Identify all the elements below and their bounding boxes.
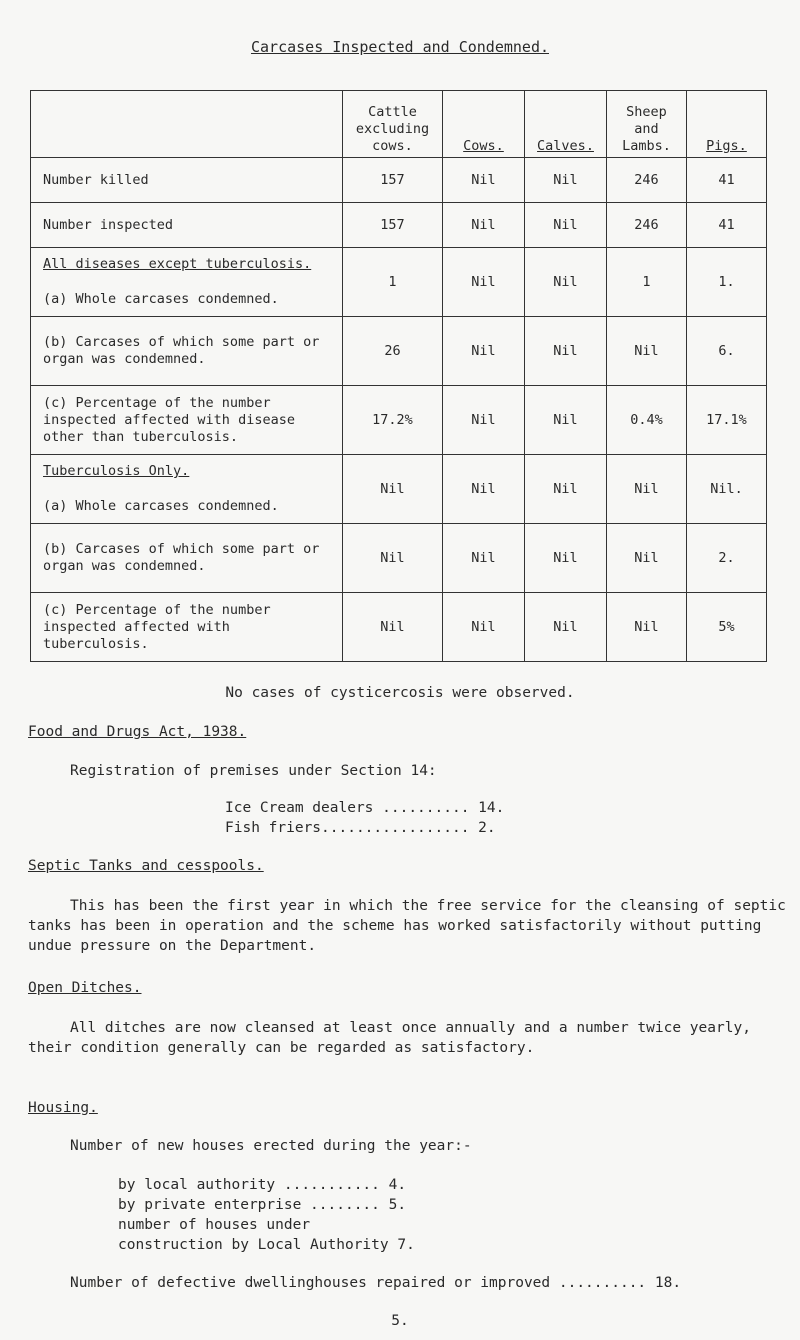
table-header-row bbox=[31, 91, 767, 158]
cell: Nil bbox=[343, 455, 443, 524]
carcases-table bbox=[30, 90, 767, 662]
cysticercosis-note: No cases of cysticercosis were observed. bbox=[225, 685, 575, 701]
row-label: Number killed bbox=[31, 158, 343, 203]
table-row bbox=[31, 248, 767, 317]
cell: Nil bbox=[443, 455, 525, 524]
septic-paragraph: This has been the first year in which the free service for the cleansing of septic tanks has been in operation and the scheme has worked satisfactorily without putting undue pressure on the Department. bbox=[28, 898, 786, 954]
cell: Nil bbox=[525, 524, 607, 593]
header-cows: Cows. bbox=[443, 91, 525, 158]
cell: 17.1% bbox=[687, 386, 767, 455]
cell: Nil bbox=[525, 248, 607, 317]
table-row bbox=[31, 203, 767, 248]
cell: Nil bbox=[443, 158, 525, 203]
header-calves: Calves. bbox=[525, 91, 607, 158]
cell: Nil bbox=[607, 524, 687, 593]
table-row bbox=[31, 386, 767, 455]
table-row bbox=[31, 455, 767, 524]
table-row bbox=[31, 158, 767, 203]
cell: 1 bbox=[607, 248, 687, 317]
page-number: 5. bbox=[391, 1313, 409, 1329]
under-construction-line-1: number of houses under bbox=[118, 1217, 311, 1233]
section-heading: Tuberculosis Only. bbox=[43, 463, 190, 479]
cell: 157 bbox=[343, 203, 443, 248]
cell: 17.2% bbox=[343, 386, 443, 455]
cell: Nil bbox=[607, 455, 687, 524]
header-cattle: Cattle excluding cows. bbox=[343, 91, 443, 158]
cell: 26 bbox=[343, 317, 443, 386]
fish-friers-line: Fish friers................. 2. bbox=[225, 820, 496, 836]
ditches-heading: Open Ditches. bbox=[28, 980, 142, 996]
cell: 5% bbox=[687, 593, 767, 662]
header-pigs: Pigs. bbox=[687, 91, 767, 158]
row-label: (b) Carcases of which some part or organ was condemned. bbox=[31, 524, 343, 593]
cell: 6. bbox=[687, 317, 767, 386]
cell: Nil bbox=[525, 158, 607, 203]
row-label: (c) Percentage of the number inspected affected with tuberculosis. bbox=[31, 593, 343, 662]
cell: Nil bbox=[525, 317, 607, 386]
cell: 1 bbox=[343, 248, 443, 317]
by-local-line: by local authority ........... 4. bbox=[118, 1177, 407, 1193]
ice-cream-line: Ice Cream dealers .......... 14. bbox=[225, 800, 505, 816]
row-label: (c) Percentage of the number inspected affected with disease other than tuberculosis. bbox=[31, 386, 343, 455]
cell: 0.4% bbox=[607, 386, 687, 455]
cell: 246 bbox=[607, 203, 687, 248]
cell: 2. bbox=[687, 524, 767, 593]
table-row bbox=[31, 524, 767, 593]
housing-heading: Housing. bbox=[28, 1100, 98, 1116]
cell: 246 bbox=[607, 158, 687, 203]
cell: Nil bbox=[343, 524, 443, 593]
cell: Nil bbox=[525, 455, 607, 524]
cell: Nil bbox=[607, 317, 687, 386]
cell: 1. bbox=[687, 248, 767, 317]
cell: Nil bbox=[443, 248, 525, 317]
cell: Nil bbox=[525, 593, 607, 662]
cell: Nil bbox=[525, 203, 607, 248]
under-construction-line-2: construction by Local Authority 7. bbox=[118, 1237, 415, 1253]
section-heading: All diseases except tuberculosis. bbox=[43, 256, 312, 272]
header-sheep: Sheep and Lambs. bbox=[607, 91, 687, 158]
cell: Nil bbox=[343, 593, 443, 662]
food-drugs-heading: Food and Drugs Act, 1938. bbox=[28, 724, 247, 740]
cell: Nil. bbox=[687, 455, 767, 524]
cell: Nil bbox=[607, 593, 687, 662]
cell: 41 bbox=[687, 203, 767, 248]
septic-heading: Septic Tanks and cesspools. bbox=[28, 858, 264, 874]
registration-text: Registration of premises under Section 14: bbox=[70, 763, 437, 779]
row-label: (b) Carcases of which some part or organ was condemned. bbox=[31, 317, 343, 386]
houses-intro: Number of new houses erected during the year:- bbox=[70, 1138, 472, 1154]
header-blank bbox=[31, 91, 343, 158]
table-row bbox=[31, 317, 767, 386]
row-label: Tuberculosis Only. (a) Whole carcases condemned. bbox=[31, 455, 343, 524]
cell: Nil bbox=[443, 524, 525, 593]
page-title: Carcases Inspected and Condemned. bbox=[250, 38, 549, 56]
cell: Nil bbox=[443, 203, 525, 248]
ditches-paragraph: All ditches are now cleansed at least once annually and a number twice yearly, their condition generally can be regarded as satisfactory. bbox=[28, 1020, 751, 1056]
cell: 41 bbox=[687, 158, 767, 203]
cell: Nil bbox=[443, 386, 525, 455]
cell: Nil bbox=[443, 317, 525, 386]
row-label: Number inspected bbox=[31, 203, 343, 248]
table-row bbox=[31, 593, 767, 662]
cell: 157 bbox=[343, 158, 443, 203]
defective-dwellings-line: Number of defective dwellinghouses repaired or improved .......... 18. bbox=[70, 1275, 682, 1291]
by-private-line: by private enterprise ........ 5. bbox=[118, 1197, 407, 1213]
cell: Nil bbox=[443, 593, 525, 662]
row-label: All diseases except tuberculosis. (a) Whole carcases condemned. bbox=[31, 248, 343, 317]
cell: Nil bbox=[525, 386, 607, 455]
